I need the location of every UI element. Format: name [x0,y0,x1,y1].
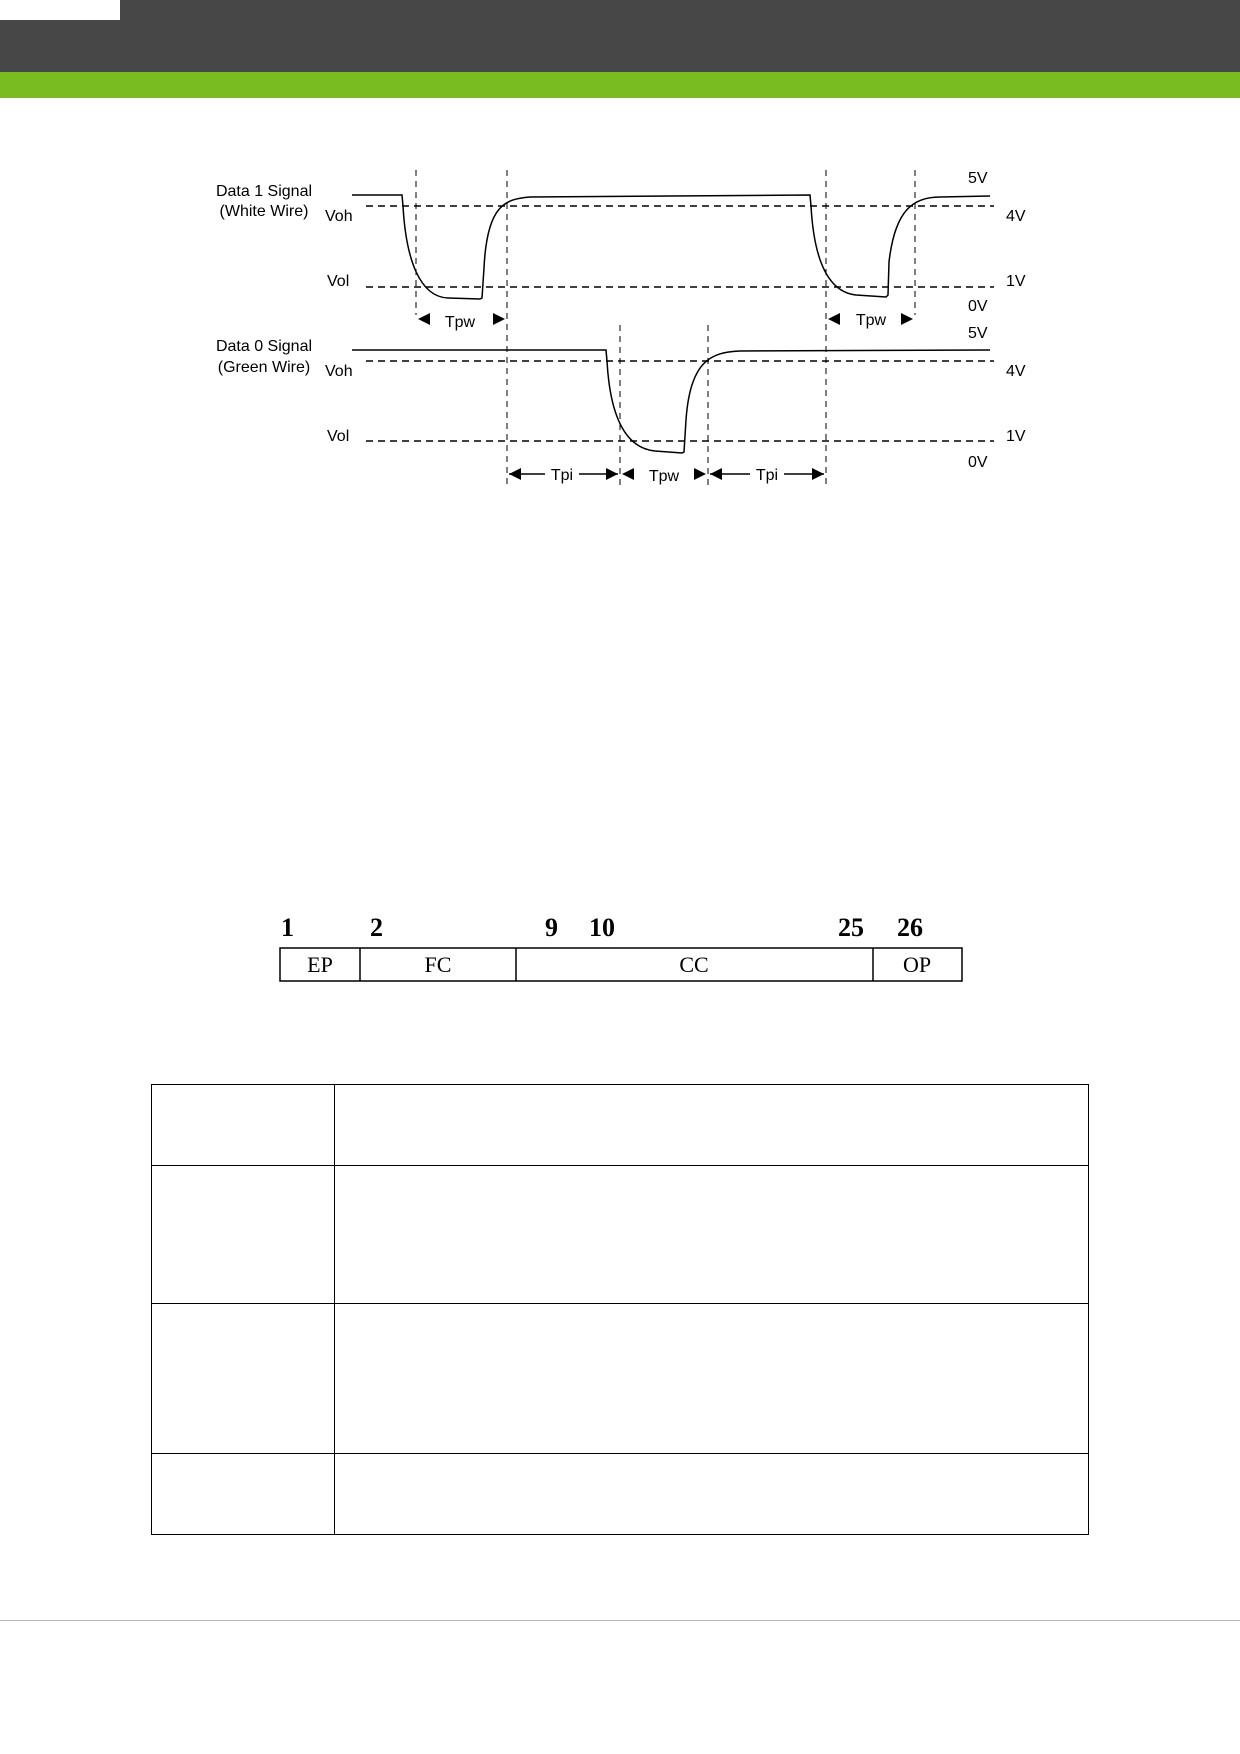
table-row [152,1085,1089,1166]
frame-outline [280,948,962,981]
table-row [152,1166,1089,1304]
footer-divider [0,1620,1240,1621]
table-cell-field [152,1166,335,1304]
data1-wire-label: (White Wire) [219,203,309,220]
table-cell-description [335,1166,1089,1304]
data1-voh-label: Voh [325,208,353,225]
bit-number-10: 10 [589,913,615,942]
data0-voh-label: Voh [325,363,353,380]
table-cell-field [152,1454,335,1535]
tpi2-label: Tpi [755,467,779,484]
table-cell-description [335,1085,1089,1166]
bit-number-26: 26 [897,913,923,942]
data0-wire-label: (Green Wire) [217,359,311,376]
bit-number-9: 9 [545,913,558,942]
data1-tpw1-label: Tpw [444,314,476,331]
table-cell-description [335,1454,1089,1535]
table-row [152,1454,1089,1535]
data0-1v-label: 1V [1006,428,1026,445]
data1-5v-label: 5V [968,170,988,187]
table-row [152,1304,1089,1454]
data1-vol-label: Vol [327,273,350,290]
bit-number-25: 25 [838,913,864,942]
frame-field-op: OP [902,952,932,977]
data0-5v-label: 5V [968,325,988,342]
table-cell-description [335,1304,1089,1454]
data1-1v-label: 1V [1006,273,1026,290]
frame-field-fc: FC [424,952,452,977]
frame-field-cc: CC [679,952,709,977]
data0-vol-label: Vol [327,428,350,445]
data0-4v-label: 4V [1006,363,1026,380]
table-cell-field [152,1304,335,1454]
bit-number-1: 1 [281,913,294,942]
table-cell-field [152,1085,335,1166]
data0-0v-label: 0V [968,454,988,471]
data1-tpw2-label: Tpw [855,312,887,329]
data0-signal-label: Data 0 Signal [215,338,313,355]
frame-field-ep: EP [307,952,333,977]
bit-number-2: 2 [370,913,383,942]
data1-signal-label: Data 1 Signal [215,183,313,200]
tpw3-label: Tpw [648,468,680,485]
tpi1-label: Tpi [550,467,574,484]
data1-4v-label: 4V [1006,208,1026,225]
field-description-table [151,1084,1089,1535]
data1-0v-label: 0V [968,298,988,315]
